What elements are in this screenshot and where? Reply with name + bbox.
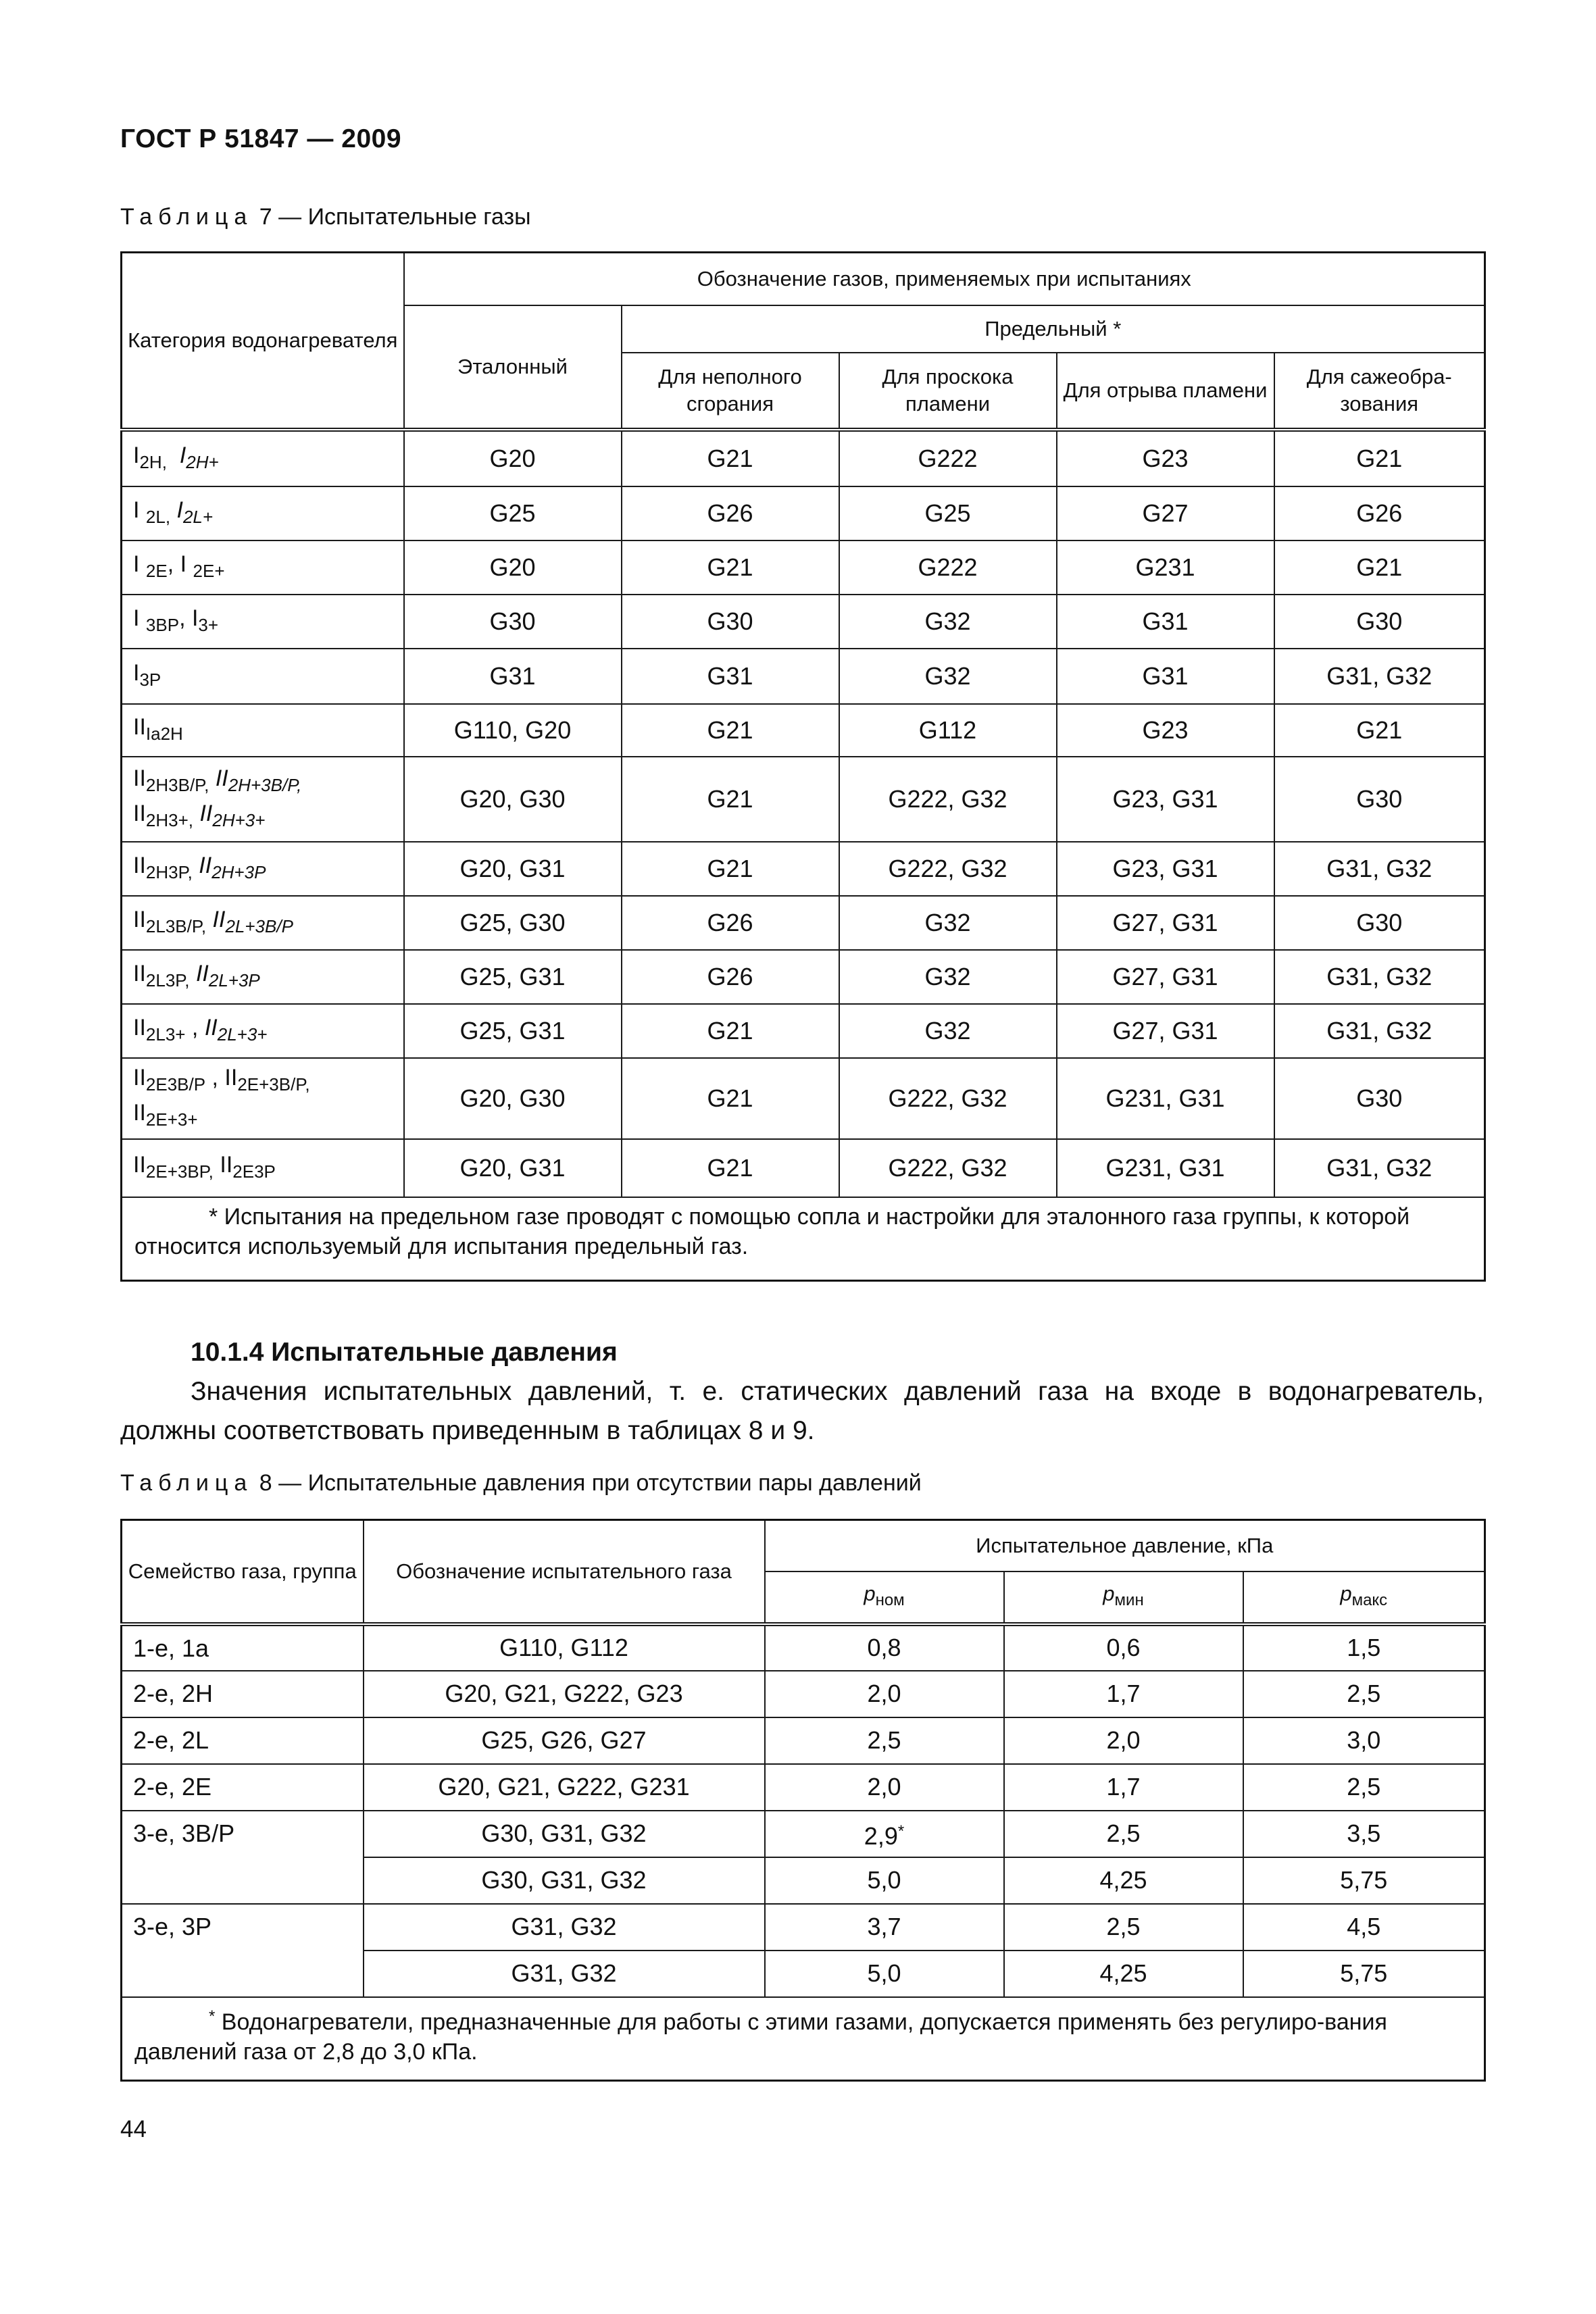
category-cell: $II_{2L3B/P,}$ $II_{2L+3B/P}$	[122, 896, 404, 950]
gas-cell: G20, G30	[404, 1058, 622, 1139]
col-pnom-header	[765, 1571, 1004, 1624]
category-cell: I $_{2L,}$ $I_{2L+}$	[122, 486, 404, 540]
pmax-cell: 2,5	[1243, 1671, 1485, 1717]
gas-cell: G21	[1274, 540, 1485, 595]
table8-footnote: * Водонагреватели, предназначенные для работы с этими газами, допускается применять без регулиро-вания давлений газа от 2,8 до 3,0 кПа.	[122, 1997, 1485, 2081]
col-gas-header: Обозначение испытательного газа	[364, 1520, 765, 1624]
gas-cell: G31	[404, 649, 622, 704]
gas-designation-cell: G30, G31, G32	[364, 1857, 765, 1904]
table7-footnote: * Испытания на предельном газе проводят с помощью сопла и настройки для эталонного газа группы, к которой относится используемый для испытания предельный газ.	[122, 1197, 1485, 1281]
table7-row	[122, 757, 1485, 842]
gas-cell: G31	[622, 649, 839, 704]
gas-cell: G26	[622, 896, 839, 950]
gas-cell: G23, G31	[1057, 757, 1274, 842]
pmax-cell: 5,75	[1243, 1857, 1485, 1904]
gas-designation-cell: G20, G21, G222, G231	[364, 1764, 765, 1811]
family-cell: 3-е, 3Р	[122, 1904, 364, 1997]
pmax-cell: 3,5	[1243, 1811, 1485, 1857]
gas-cell: G32	[839, 950, 1057, 1004]
gas-cell: G23, G31	[1057, 842, 1274, 896]
table8-test-pressures	[120, 1519, 1486, 2082]
pmax-cell: 3,0	[1243, 1717, 1485, 1764]
section-text: Значения испытательных давлений, т. е. статических давлений газа на входе в водонагреватель, должны соответствовать приведенным в таблицах 8 и 9.	[120, 1377, 1484, 1445]
section-heading: 10.1.4 Испытательные давления	[191, 1338, 618, 1367]
col-category-header: Категория водонагревателя	[122, 253, 404, 430]
gas-cell: G222	[839, 430, 1057, 486]
col-flame-lift: Для отрыва пламени	[1057, 353, 1274, 430]
table7-row	[122, 896, 1485, 950]
gas-cell: G31, G32	[1274, 842, 1485, 896]
category-cell: $I_{2H,}$ $I_{2H+}$	[122, 430, 404, 486]
pmax-symbol: $p_{макс}$	[1340, 1581, 1388, 1609]
table8-row	[122, 1764, 1485, 1811]
gas-cell: G32	[839, 896, 1057, 950]
document-header: ГОСТ Р 51847 — 2009	[120, 124, 402, 153]
pnom-cell: 0,8	[765, 1624, 1004, 1671]
table7-row	[122, 540, 1485, 595]
gas-cell: G25, G31	[404, 1004, 622, 1058]
category-cell: $II_{2L3+}$ , $II_{2L+3+}$	[122, 1004, 404, 1058]
category-cell: $II_{2L3P,}$ $II_{2L+3P}$	[122, 950, 404, 1004]
pmin-cell: 1,7	[1004, 1764, 1243, 1811]
category-cell: $II_{Ia2H}$	[122, 704, 404, 757]
gas-cell: G222	[839, 540, 1057, 595]
table7-row	[122, 1139, 1485, 1197]
gas-cell: G222, G32	[839, 1058, 1057, 1139]
gas-cell: G27, G31	[1057, 1004, 1274, 1058]
gas-cell: G31	[1057, 649, 1274, 704]
gas-cell: G222, G32	[839, 1139, 1057, 1197]
pmax-cell: 1,5	[1243, 1624, 1485, 1671]
table7-row	[122, 950, 1485, 1004]
gas-cell: G112	[839, 704, 1057, 757]
gas-designation-cell: G31, G32	[364, 1951, 765, 1997]
category-cell: I $_{3BP}$, $I_{3+}$	[122, 595, 404, 649]
pnom-cell: 2,5	[765, 1717, 1004, 1764]
pnom-cell: 2,0	[765, 1764, 1004, 1811]
gas-cell: G20, G30	[404, 757, 622, 842]
pnom-cell: 5,0	[765, 1857, 1004, 1904]
pnom-symbol: $p_{ном}$	[864, 1581, 905, 1609]
table7-row	[122, 649, 1485, 704]
gas-cell: G231, G31	[1057, 1058, 1274, 1139]
gas-cell: G21	[622, 430, 839, 486]
limit-gas-header: Предельный *	[622, 305, 1485, 353]
gas-designation-cell: G25, G26, G27	[364, 1717, 765, 1764]
pnom-cell: 2,9*	[765, 1811, 1004, 1857]
category-cell: $II_{2E+3BP,}$ $II_{2E3P}$	[122, 1139, 404, 1197]
pmin-cell: 0,6	[1004, 1624, 1243, 1671]
table7-caption: Таблица 7 — Испытательные газы	[120, 204, 531, 230]
gas-cell: G25	[839, 486, 1057, 540]
page-number: 44	[120, 2116, 147, 2142]
gas-cell: G25, G31	[404, 950, 622, 1004]
gas-cell: G25	[404, 486, 622, 540]
gas-cell: G23	[1057, 430, 1274, 486]
gas-cell: G32	[839, 649, 1057, 704]
gas-cell: G27, G31	[1057, 950, 1274, 1004]
col-family-header: Семейство газа, группа	[122, 1520, 364, 1624]
table7-row	[122, 1058, 1485, 1139]
col-pmax-header	[1243, 1571, 1485, 1624]
gas-cell: G20, G31	[404, 842, 622, 896]
gas-cell: G20, G31	[404, 1139, 622, 1197]
gas-cell: G20	[404, 430, 622, 486]
gas-cell: G21	[622, 757, 839, 842]
gas-cell: G31	[1057, 595, 1274, 649]
table7-row	[122, 595, 1485, 649]
pmax-cell: 5,75	[1243, 1951, 1485, 1997]
table8-row	[122, 1811, 1485, 1857]
category-cell: $II_{2H3P,}$ $II_{2H+3P}$	[122, 842, 404, 896]
table8-row	[122, 1717, 1485, 1764]
gas-cell: G21	[1274, 430, 1485, 486]
family-cell: 1-е, 1а	[122, 1624, 364, 1671]
family-cell: 2-е, 2Е	[122, 1764, 364, 1811]
pressure-group-header: Испытательное давление, кПа	[765, 1520, 1485, 1571]
pnom-cell: 2,0	[765, 1671, 1004, 1717]
pmin-cell: 1,7	[1004, 1671, 1243, 1717]
pmin-cell: 4,25	[1004, 1951, 1243, 1997]
gas-cell: G23	[1057, 704, 1274, 757]
table7-row	[122, 704, 1485, 757]
pmin-cell: 2,0	[1004, 1717, 1243, 1764]
group-header: Обозначение газов, применяемых при испытаниях	[404, 253, 1485, 305]
gas-cell: G21	[1274, 704, 1485, 757]
gas-cell: G231, G31	[1057, 1139, 1274, 1197]
gas-cell: G30	[1274, 1058, 1485, 1139]
table8-row	[122, 1671, 1485, 1717]
pmax-cell: 4,5	[1243, 1904, 1485, 1951]
gas-cell: G30	[404, 595, 622, 649]
gas-cell: G30	[1274, 757, 1485, 842]
gas-cell: G27, G31	[1057, 896, 1274, 950]
gas-cell: G231	[1057, 540, 1274, 595]
gas-cell: G26	[622, 486, 839, 540]
gas-designation-cell: G30, G31, G32	[364, 1811, 765, 1857]
table7-row	[122, 486, 1485, 540]
gas-cell: G31, G32	[1274, 649, 1485, 704]
gas-cell: G31, G32	[1274, 1004, 1485, 1058]
gas-cell: G31, G32	[1274, 950, 1485, 1004]
gas-cell: G32	[839, 1004, 1057, 1058]
table8-row	[122, 1624, 1485, 1671]
table7-row	[122, 1004, 1485, 1058]
gas-cell: G20	[404, 540, 622, 595]
gas-cell: G21	[622, 1004, 839, 1058]
category-cell: $II_{2H3B/P,}$ $II_{2H+3B/P,}$ $II_{2H3+,}$ $II_{2H+3+}$	[122, 757, 404, 842]
gas-cell: G222, G32	[839, 842, 1057, 896]
family-cell: 3-е, 3В/Р	[122, 1811, 364, 1904]
pmin-cell: 4,25	[1004, 1857, 1243, 1904]
family-cell: 2-е, 2L	[122, 1717, 364, 1764]
section-10-1-4	[120, 1333, 1484, 1451]
gas-cell: G21	[622, 540, 839, 595]
col-flame-lightback: Для проскока пламени	[839, 353, 1057, 430]
gas-cell: G31, G32	[1274, 1139, 1485, 1197]
gas-designation-cell: G31, G32	[364, 1904, 765, 1951]
table7-row	[122, 842, 1485, 896]
col-reference-header: Эталонный	[404, 305, 622, 430]
gas-cell: G222, G32	[839, 757, 1057, 842]
gas-designation-cell: G110, G112	[364, 1624, 765, 1671]
gas-cell: G26	[622, 950, 839, 1004]
table7-row	[122, 430, 1485, 486]
gas-cell: G30	[1274, 896, 1485, 950]
gas-cell: G21	[622, 842, 839, 896]
col-sooting: Для сажеобра-зования	[1274, 353, 1485, 430]
gas-cell: G21	[622, 704, 839, 757]
family-cell: 2-е, 2Н	[122, 1671, 364, 1717]
footnote-marker: *	[897, 1821, 905, 1840]
category-cell: I $_{2E}$, I $_{2E+}$	[122, 540, 404, 595]
gas-cell: G110, G20	[404, 704, 622, 757]
gas-cell: G26	[1274, 486, 1485, 540]
category-cell: $I_{3P}$	[122, 649, 404, 704]
gas-cell: G25, G30	[404, 896, 622, 950]
table8-row	[122, 1904, 1485, 1951]
gas-designation-cell: G20, G21, G222, G23	[364, 1671, 765, 1717]
gas-cell: G27	[1057, 486, 1274, 540]
pnom-cell: 5,0	[765, 1951, 1004, 1997]
category-cell: $II_{2E3B/P}$ , $II_{2E+3B/P,}$ $II_{2E+3+}$	[122, 1058, 404, 1139]
table8-caption: Таблица 8 — Испытательные давления при отсутствии пары давлений	[120, 1470, 922, 1496]
pmin-cell: 2,5	[1004, 1904, 1243, 1951]
gas-cell: G30	[1274, 595, 1485, 649]
gas-cell: G32	[839, 595, 1057, 649]
pmax-cell: 2,5	[1243, 1764, 1485, 1811]
pmin-symbol: $p_{мин}$	[1103, 1581, 1144, 1609]
gas-cell: G30	[622, 595, 839, 649]
pnom-cell: 3,7	[765, 1904, 1004, 1951]
col-pmin-header	[1004, 1571, 1243, 1624]
gas-cell: G21	[622, 1058, 839, 1139]
table7-test-gases	[120, 251, 1486, 1282]
gas-cell: G21	[622, 1139, 839, 1197]
pmin-cell: 2,5	[1004, 1811, 1243, 1857]
col-incomplete-combustion: Для неполного сгорания	[622, 353, 839, 430]
